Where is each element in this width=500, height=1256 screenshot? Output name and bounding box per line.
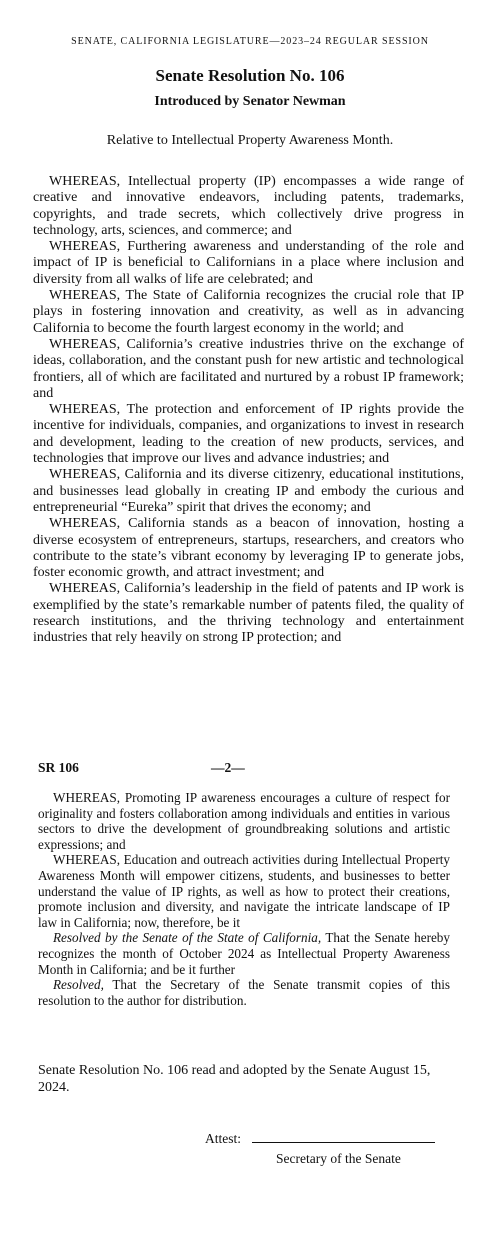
resolved-clause-text: That the Senate hereby recognizes the month of October 2024 as Intellectual Property Awareness Month in California; and be it further: [38, 930, 450, 977]
resolved-clause: [38, 930, 450, 977]
relative-to: Relative to Intellectual Property Awareness Month.: [106, 133, 394, 148]
session-header: SENATE, CALIFORNIA LEGISLATURE—2023–24 REGULAR SESSION: [71, 36, 429, 47]
whereas-clause: WHEREAS, California’s creative industries thrive on the exchange of ideas, collaboration, and the constant push for new artistic and technological frontiers, all of which are facilitated and nurtured by a robust IP framework; and: [33, 336, 464, 401]
resolution-number: SR 106: [38, 760, 79, 775]
whereas-clause: WHEREAS, California and its diverse citizenry, educational institutions, and businesses lead globally in creating IP and embody the curious and entrepreneurial “Eureka” spirit that drives the economy; and: [33, 467, 464, 515]
introduced-by: Introduced by Senator Newman: [154, 94, 346, 109]
whereas-clause: WHEREAS, Furthering awareness and understanding of the role and impact of IP is beneficial to Californians in a place where inclusion and diversity from all walks of life are celebrated; and: [33, 239, 464, 287]
page-number: —2—: [211, 760, 245, 775]
page1-body: [33, 174, 464, 647]
adoption-statement: Senate Resolution No. 106 read and adopted by the Senate August 15, 2024.: [38, 1063, 431, 1095]
whereas-clause: WHEREAS, Promoting IP awareness encourages a culture of respect for originality and fosters collaboration among individuals and entities in various sectors to drive the development of groundbreaking solutions and artistic expressions; and: [38, 790, 450, 852]
whereas-clause: WHEREAS, California stands as a beacon of innovation, hosting a diverse ecosystem of entrepreneurs, startups, researchers, and creators who contribute to the state’s vibrant economy by leveraging IP to generate jobs, foster economic growth, and attract investment; and: [33, 516, 464, 581]
whereas-clause: WHEREAS, Intellectual property (IP) encompasses a wide range of creative and innovative endeavors, including patents, trademarks, copyrights, and trade secrets, which collectively drive progress in technology, arts, sciences, and commerce; and: [33, 174, 464, 238]
secretary-title: Secretary of the Senate: [276, 1151, 401, 1166]
whereas-clause: WHEREAS, The protection and enforcement of IP rights provide the incentive for individuals, companies, and organizations to invest in research and development, leading to the creation of new products, services, and technologies that improve our lives and advance industries; and: [33, 402, 464, 467]
page2-body: [38, 790, 450, 1008]
whereas-clause: WHEREAS, California’s leadership in the field of patents and IP work is exemplified by the state’s remarkable number of patents filed, the quality of research institutions, and the thriving technology and entertainment industries that rely heavily on strong IP protection; and: [33, 581, 464, 646]
whereas-clause: WHEREAS, Education and outreach activities during Intellectual Property Awareness Month will empower citizens, students, and businesses to better understand the value of IP rights, as well as how to protect their creations, promote inclusion and diversity, and navigate the intricate landscape of IP law in California; now, therefore, be it: [38, 852, 450, 930]
resolution-title: Senate Resolution No. 106: [155, 66, 345, 85]
whereas-clause: WHEREAS, The State of California recognizes the crucial role that IP plays in fostering innovation and creativity, as well as in advancing California to become the fourth largest economy in the world; and: [33, 288, 464, 336]
signature-line: [252, 1142, 435, 1143]
page2-header: [38, 760, 450, 778]
resolved-clause-text: That the Secretary of the Senate transmit copies of this resolution to the author for distribution.: [38, 977, 450, 1008]
resolved-clause-italic: Resolved,: [53, 977, 104, 993]
resolved-clause-italic: Resolved by the Senate of the State of California,: [53, 930, 322, 946]
attest-label: Attest:: [205, 1131, 241, 1146]
resolved-clause: [38, 977, 450, 1008]
